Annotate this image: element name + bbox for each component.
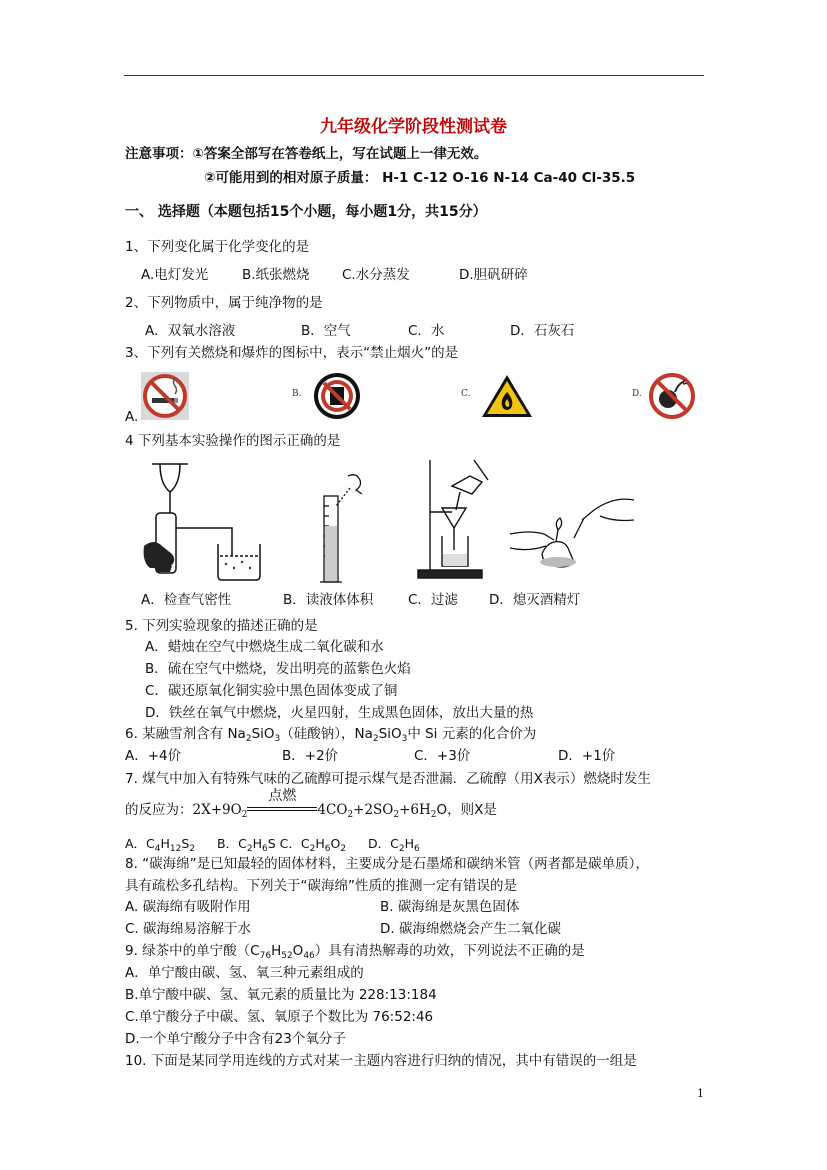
q3-option-a: A. [125,409,139,425]
q7-reaction-arrow [247,788,317,811]
q1-option-d: D.胆矾研碎 [459,267,528,283]
page-title: 九年级化学阶段性测试卷 [320,117,507,137]
q6-stem: 6. 某融雪剂含有 $Na_2SiO_3$（硅酸钠），$Na_2SiO_3$中 Si 元素的化合价为 [125,726,537,744]
q7-option-c: C．$C_2H_6O_2$ [279,836,347,854]
q7-stem-line1: 7. 煤气中加入有特殊气味的乙硫醇可提示煤气是否泄漏．乙硫醇（用X表示）燃烧时发生 [125,771,651,787]
extinguish-alcohol-lamp-illustration [506,490,638,582]
no-fireworks-sign [311,371,363,421]
q9-stem: 9. 绿茶中的单宁酸$(C_{76}H_{52}O_{46})$具有清热解毒的功效，下列说法不正确的是 [125,943,585,961]
q4-option-d: D．熄灭酒精灯 [489,592,581,608]
q3-option-b: B. [292,389,302,399]
q9-option-d: D.一个单宁酸分子中含有23个氧分子 [125,1031,346,1047]
q8-option-c: C. 碳海绵易溶解于水 [125,921,252,937]
filtration-illustration [412,456,502,586]
q4-stem: 4 下列基本实验操作的图示正确的是 [125,433,341,449]
q1-option-b: B.纸张燃烧 [242,267,310,283]
q7-equation-left: $2X+9O_2$ [192,802,248,820]
q1-option-a: A.电灯发光 [141,267,209,283]
q1-option-c: C.水分蒸发 [342,267,410,283]
airtightness-check-illustration [140,458,290,586]
q3-option-d: D. [632,389,642,399]
q9-option-b: B.单宁酸中碳、氢、氧元素的质量比为 228:13:184 [125,987,437,1003]
q2-option-c: C．水 [408,323,445,339]
q9-option-c: C.单宁酸分子中碳、氢、氧原子个数比为 76:52:46 [125,1009,434,1025]
q4-option-a: A．检查气密性 [141,592,232,608]
notice-item-1: ①答案全部写在答卷纸上，写在试题上一律无效。 [192,146,488,162]
q2-option-d: D．石灰石 [510,323,575,339]
q10-stem: 10. 下面是某同学用连线的方式对某一主题内容进行归纳的情况，其中有错误的一组是 [125,1053,637,1069]
q2-stem: 2、下列物质中，属于纯净物的是 [125,295,323,311]
read-volume-illustration [318,466,372,586]
q5-stem: 5. 下列实验现象的描述正确的是 [125,618,318,634]
q8-option-a: A. 碳海绵有吸附作用 [125,899,251,915]
q6-option-a: A．+4价 [125,748,182,764]
q7-reaction-condition: 点燃 [268,788,297,804]
q7-option-b: B．$C_2H_6S$ [217,836,276,854]
q8-option-d: D. 碳海绵燃烧会产生二氧化碳 [380,921,561,937]
q6-option-d: D．+1价 [558,748,616,764]
q5-option-a: A．蜡烛在空气中燃烧生成二氧化碳和水 [145,639,384,655]
q3-stem: 3、下列有关燃烧和爆炸的图标中，表示“禁止烟火”的是 [125,345,459,361]
q7-option-a: A．$C_4H_{12}S_2$ [125,836,196,854]
q1-stem: 1、下列变化属于化学变化的是 [125,239,310,255]
q4-option-b: B．读液体体积 [283,592,374,608]
q8-option-b: B. 碳海绵是灰黑色固体 [380,899,520,915]
header-rule [124,75,704,76]
notice-item-2: ②可能用到的相对原子质量： H-1 C-12 O-16 N-14 Ca-40 Cl-35.5 [204,170,636,186]
q2-option-a: A．双氧水溶液 [145,323,236,339]
notice-line-1 [125,145,487,163]
q8-stem-line2: 具有疏松多孔结构。下列关于“碳海绵”性质的推测一定有错误的是 [125,878,517,894]
q5-option-b: B．硫在空气中燃烧，发出明亮的蓝紫色火焰 [145,661,411,677]
notice-label: 注意事项： [125,146,193,162]
no-smoking-sign [141,372,189,420]
no-open-flame-sign [648,372,696,420]
flammable-warning-sign [480,372,534,420]
q7-option-d: D．$C_2H_6$ [368,836,420,854]
page-number: 1 [697,1087,704,1100]
q6-option-b: B．+2价 [282,748,339,764]
q5-option-c: C．碳还原氧化铜实验中黑色固体变成了铜 [145,683,398,699]
q6-option-c: C．+3价 [414,748,471,764]
q2-option-b: B．空气 [301,323,351,339]
q7-stem-line2: 的反应为：$2X+9O_2$ 点燃 $4CO_2+2SO_2+6H_2O$，则X是 [125,788,497,820]
q7-equation-right: $4CO_2+2SO_2+6H_2$ [317,802,437,820]
q8-stem-line1: 8. “碳海绵”是已知最轻的固体材料，主要成分是石墨烯和碳纳米管（两者都是碳单质）， [125,856,649,872]
section-heading: 一、 选择题（本题包括15个小题，每小题1分，共15分） [125,204,487,220]
q4-option-c: C．过滤 [408,592,458,608]
q5-option-d: D．铁丝在氧气中燃烧，火星四射，生成黑色固体，放出大量的热 [145,705,534,721]
q3-option-c: C. [461,389,471,399]
q9-option-a: A．单宁酸由碳、氢、氧三种元素组成的 [125,965,364,981]
